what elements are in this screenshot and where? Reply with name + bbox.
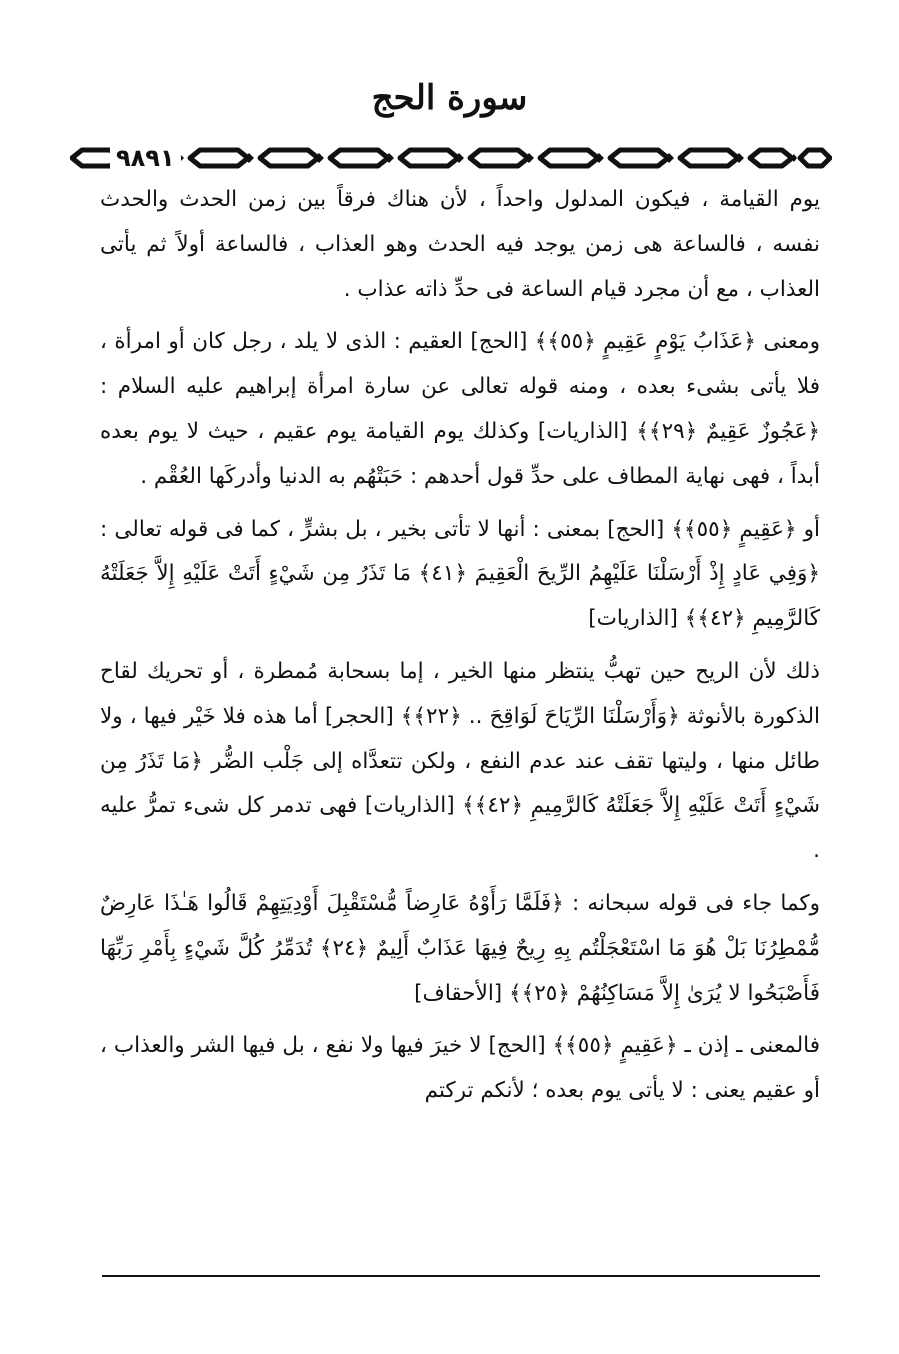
paragraph: يوم القيامة ، فيكون المدلول واحداً ، لأن هناك فرقاً بين زمن الحدث والحدث نفسه ، فالساعة هى زمن يوجد فيه الحدث وهو العذاب ، فالساعة أولاً ثم يأتى العذاب ، مع أن مجرد قيام الساعة فى حدِّ ذاته عذاب . (100, 187, 820, 302)
page-body (100, 178, 820, 1122)
paragraph: ذلك لأن الريح حين تهبُّ ينتظر منها الخير ، إما بسحابة مُمطرة ، أو تحريك لقاح الذكورة بالأنوثة ﴿وَأَرْسَلْنَا الرِّيَاحَ لَوَاقِحَ .. ﴿٢٢﴾﴾ [الحجر] أما هذه فلا خَيْر فيها ، ولا طائل منها ، وليتها تقف عند عدم النفع ، ولكن تتعدَّاه إلى جَلْب الضُّر ﴿مَا تَذَرُ مِن شَيْءٍ أَتَتْ عَلَيْهِ إِلاَّ جَعَلَتْهُ كَالرَّمِيمِ ﴿٤٢﴾﴾ [الذاريات] فهى تدمر كل شىء تمرُّ عليه . (100, 658, 820, 864)
paragraph: ومعنى ﴿عَذَابُ يَوْمٍ عَقِيمٍ ﴿٥٥﴾﴾ [الحج] العقيم : الذى لا يلد ، رجل كان أو امرأة ، فلا يأتى بشىء بعده ، ومنه قوله تعالى عن سارة امرأة إبراهيم عليه السلام : ﴿عَجُوزٌ عَقِيمٌ ﴿٢٩﴾﴾ [الذاريات] وكذلك يوم القيامة يوم عقيم ، حيث لا يوم بعده أبداً ، فهى نهاية المطاف على حدِّ قول أحدهم : حَبَتْهُم به الدنيا وأدركَها العُقْم . (100, 329, 820, 489)
paragraph: فالمعنى ـ إذن ـ ﴿عَقِيمٍ ﴿٥٥﴾﴾ [الحج] لا خيرَ فيها ولا نفع ، بل فيها الشر والعذاب ، أو عقيم يعنى : لا يأتى يوم بعده ؛ لأنكم تركتم (100, 1033, 820, 1104)
ornamental-border (70, 138, 832, 178)
paragraph: أو ﴿عَقِيمٍ ﴿٥٥﴾﴾ [الحج] بمعنى : أنها لا تأتى بخير ، بل بشرٍّ ، كما فى قوله تعالى : ﴿وَفِي عَادٍ إِذْ أَرْسَلْنَا عَلَيْهِمُ الرِّيحَ الْعَقِيمَ ﴿٤١﴾ مَا تَذَرُ مِن شَيْءٍ أَتَتْ عَلَيْهِ إِلاَّ جَعَلَتْهُ كَالرَّمِيمِ ﴿٤٢﴾﴾ [الذاريات] (100, 516, 820, 632)
surah-title: سورة الحج (371, 78, 528, 118)
footer-rule (102, 1275, 820, 1277)
page-number: ٩٨٩١ (110, 140, 181, 176)
paragraph: وكما جاء فى قوله سبحانه : ﴿فَلَمَّا رَأَوْهُ عَارِضاً مُّسْتَقْبِلَ أَوْدِيَتِهِمْ قَالُوا هَـٰذَا عَارِضٌ مُّمْطِرُنَا بَلْ هُوَ مَا اسْتَعْجَلْتُم بِهِ رِيحٌ فِيهَا عَذَابٌ أَلِيمٌ ﴿٢٤﴾ تُدَمِّرُ كُلَّ شَيْءٍ بِأَمْرِ رَبِّهَا فَأَصْبَحُوا لا يُرَىٰ إِلاَّ مَسَاكِنُهُمْ ﴿٢٥﴾﴾ [الأحقاف] (100, 890, 820, 1006)
